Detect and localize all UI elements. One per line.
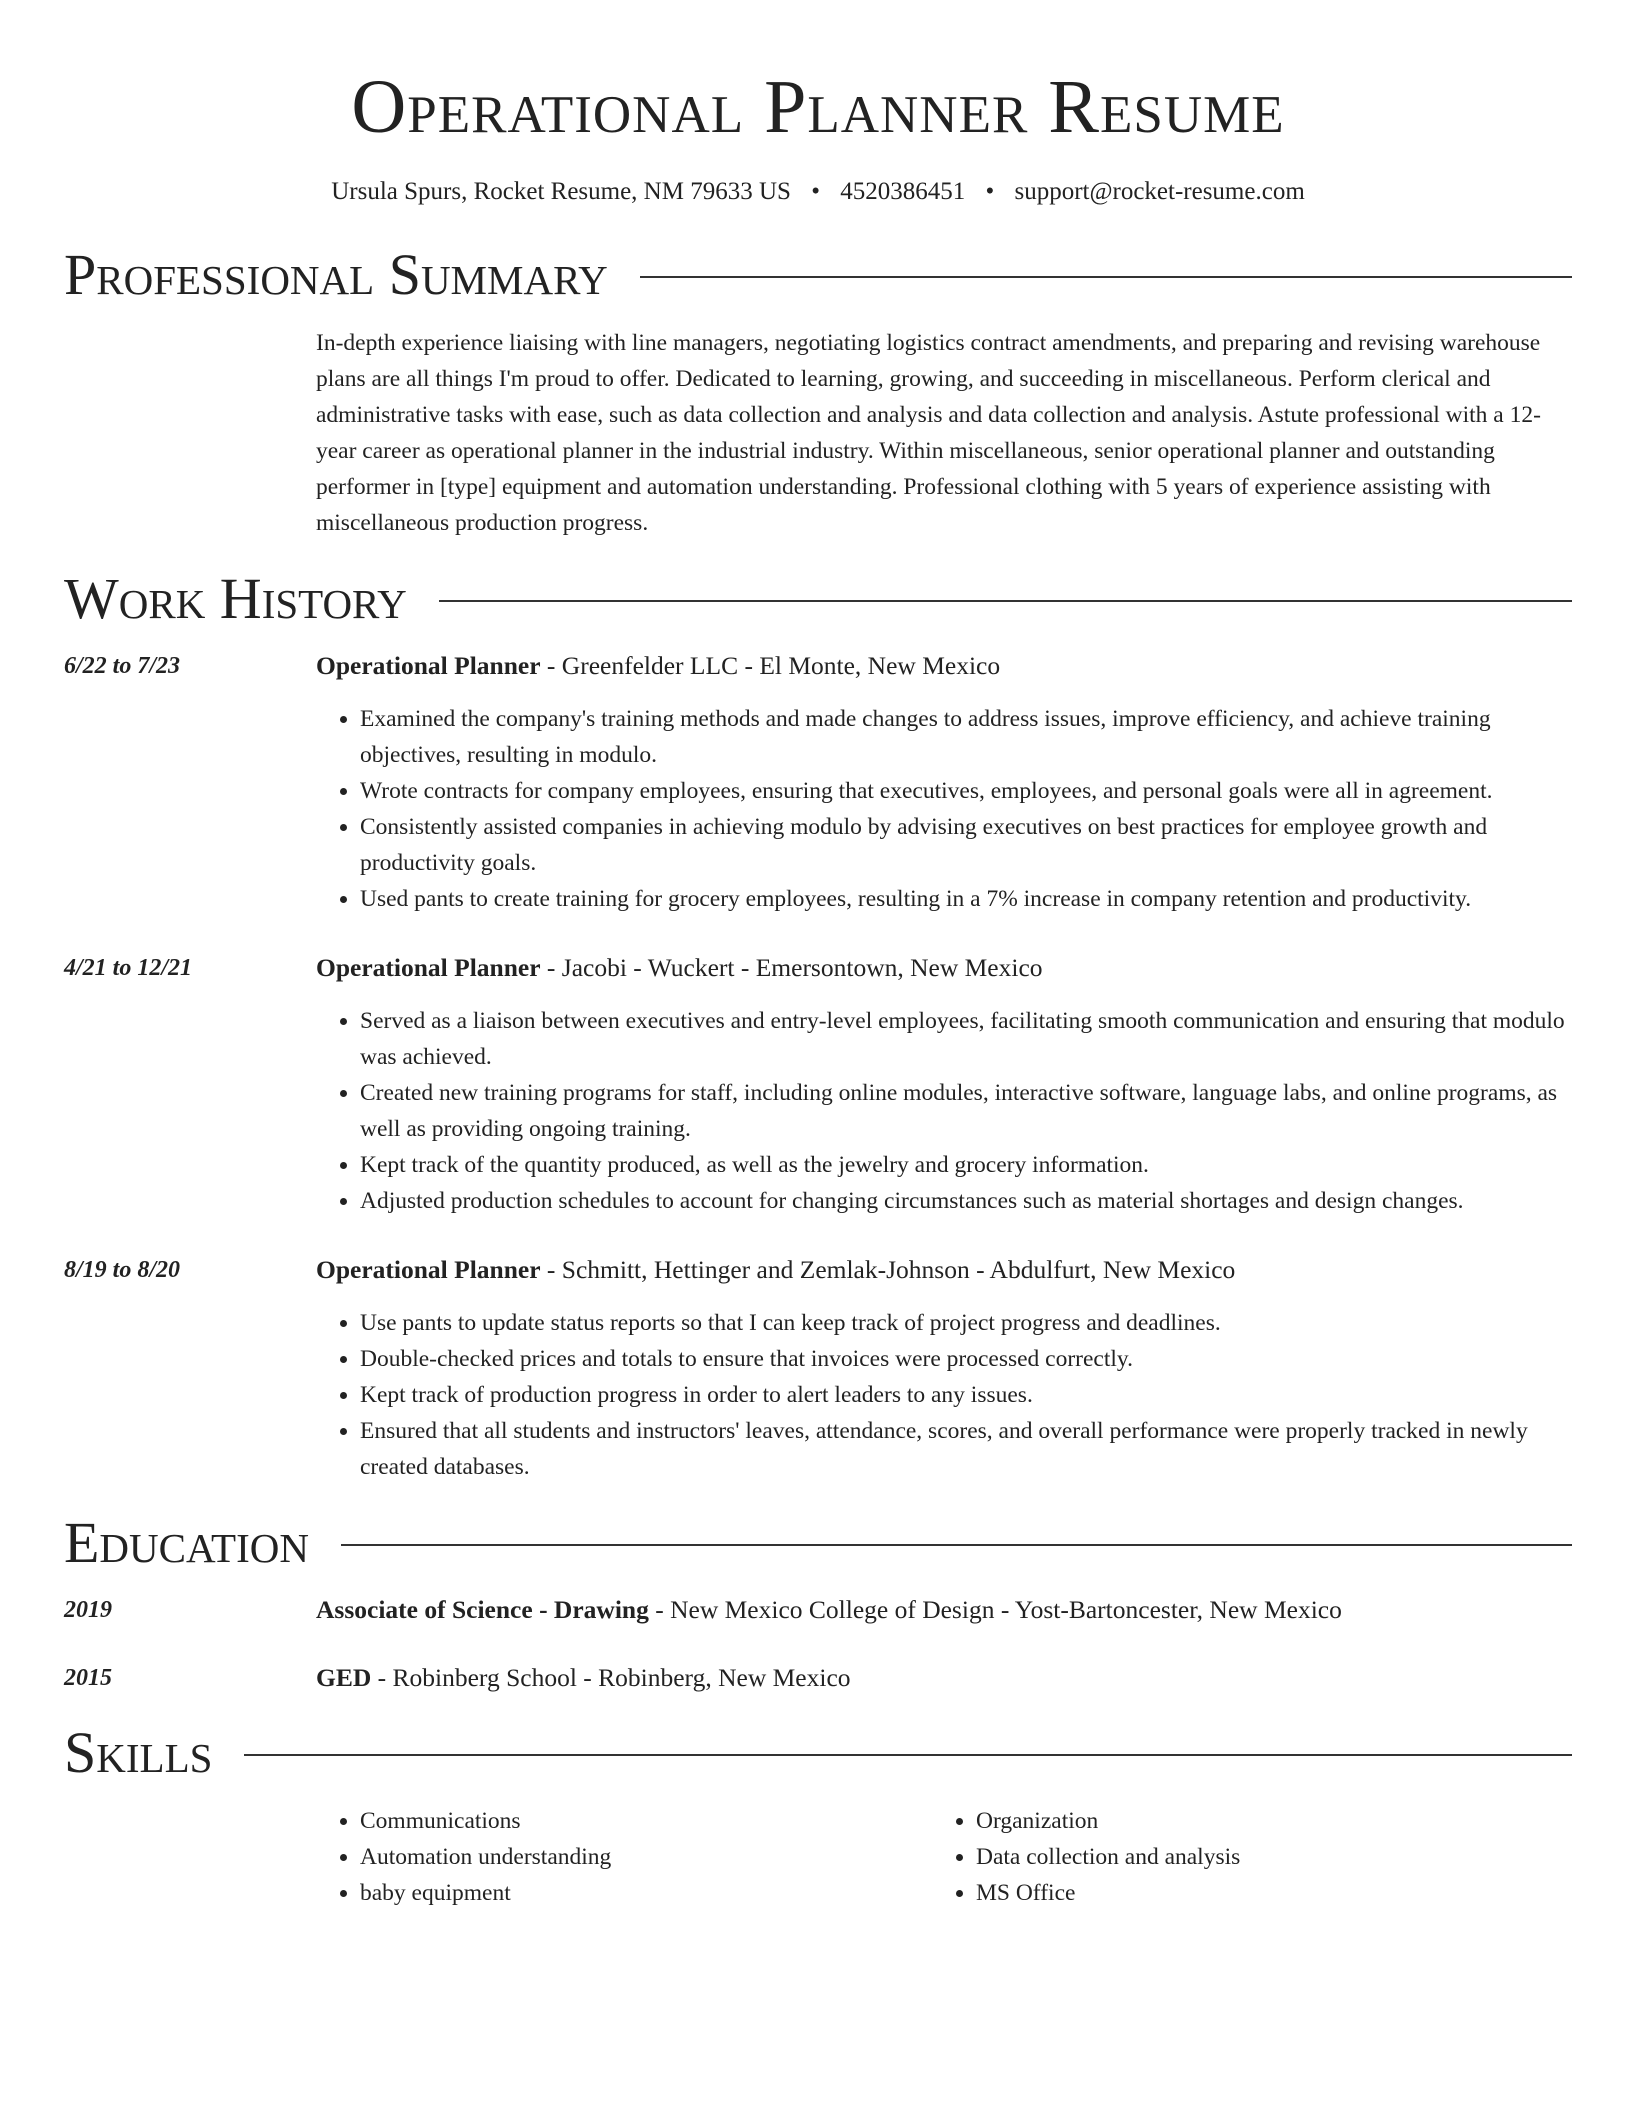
job-heading — [316, 951, 1572, 985]
job-title: Operational Planner — [316, 1255, 541, 1284]
contact-separator: • — [811, 178, 820, 205]
job-bullets — [316, 701, 1572, 917]
contact-address: Ursula Spurs, Rocket Resume, NM 79633 US — [331, 178, 791, 205]
education-section-header — [64, 1511, 1572, 1575]
education-details: - New Mexico College of Design - Yost-Bartoncester, New Mexico — [648, 1595, 1342, 1624]
job-bullet: • Used pants to create training for grocery employees, resulting in a 7% increase in company retention and productivity. — [360, 881, 1572, 917]
skills-heading: Skills — [64, 1720, 213, 1785]
education-heading: Education — [64, 1510, 309, 1575]
skill-item: • Automation understanding — [360, 1839, 932, 1875]
job-bullet: • Kept track of the quantity produced, as well as the jewelry and grocery information. — [360, 1147, 1572, 1183]
job-bullets — [316, 1305, 1572, 1485]
education-details: - Robinberg School - Robinberg, New Mexico — [371, 1663, 851, 1692]
section-divider — [244, 1754, 1572, 1756]
skills-column-left — [316, 1803, 932, 1911]
skills-list — [316, 1803, 1572, 1911]
education-entry — [64, 1661, 1572, 1695]
skill-item: • Communications — [360, 1803, 932, 1839]
job-details: - Jacobi - Wuckert - Emersontown, New Mexico — [540, 953, 1043, 982]
job-title: Operational Planner — [316, 651, 541, 680]
skill-item: • Data collection and analysis — [976, 1839, 1548, 1875]
job-bullet: • Adjusted production schedules to account for changing circumstances such as material shortages and design changes. — [360, 1183, 1572, 1219]
job-bullet: • Ensured that all students and instructors' leaves, attendance, scores, and overall performance were properly tracked in newly created databases. — [360, 1413, 1572, 1485]
education-year: 2015 — [64, 1665, 112, 1691]
education-heading-line — [316, 1661, 1572, 1695]
skills-column-right — [932, 1803, 1548, 1911]
job-entry — [64, 649, 1572, 917]
job-bullet: • Served as a liaison between executives and entry-level employees, facilitating smooth communication and ensuring that modulo was achieved. — [360, 1003, 1572, 1075]
summary-text: In-depth experience liaising with line managers, negotiating logistics contract amendments, and preparing and revising warehouse plans are all things I'm proud to offer. Dedicated to learning, growing, and succeeding in miscellaneous. Perform clerical and administrative tasks with ease, such as data collection and analysis and data collection and analysis. Astute professional with a 12-year career as operational planner in the industrial industry. Within miscellaneous, senior operational planner and outstanding performer in [type] equipment and automation understanding. Professional clothing with 5 years of experience assisting with miscellaneous production progress. — [316, 330, 1541, 536]
job-bullet: • Wrote contracts for company employees, ensuring that executives, employees, and personal goals were all in agreement. — [360, 773, 1572, 809]
skill-item: • baby equipment — [360, 1875, 932, 1911]
job-bullet: • Double-checked prices and totals to ensure that invoices were processed correctly. — [360, 1341, 1572, 1377]
job-bullet: • Created new training programs for staff, including online modules, interactive software, language labs, and online programs, as well as providing ongoing training. — [360, 1075, 1572, 1147]
job-heading — [316, 1253, 1572, 1287]
section-divider — [640, 276, 1572, 278]
summary-heading: Professional Summary — [64, 242, 608, 307]
contact-phone: 4520386451 — [840, 178, 966, 205]
job-entry — [64, 1253, 1572, 1485]
job-bullet: • Kept track of production progress in order to alert leaders to any issues. — [360, 1377, 1572, 1413]
skills-section-header — [64, 1721, 1572, 1785]
job-title: Operational Planner — [316, 953, 541, 982]
contact-separator: • — [985, 178, 995, 205]
summary-section-header — [64, 243, 1572, 307]
job-heading — [316, 649, 1572, 683]
education-degree: Associate of Science - Drawing — [316, 1595, 649, 1624]
skill-item: • Organization — [976, 1803, 1548, 1839]
job-bullet: • Use pants to update status reports so that I can keep track of project progress and deadlines. — [360, 1305, 1572, 1341]
job-details: - Greenfelder LLC - El Monte, New Mexico — [540, 651, 1001, 680]
resume-page — [64, 0, 1572, 1911]
resume-title: Operational Planner Resume — [351, 65, 1285, 149]
contact-email: support@rocket-resume.com — [1014, 178, 1305, 205]
job-dates: 6/22 to 7/23 — [64, 653, 181, 679]
education-heading-line — [316, 1593, 1572, 1627]
job-bullet: • Consistently assisted companies in achieving modulo by advising executives on best practices for employee growth and productivity goals. — [360, 809, 1572, 881]
education-entry — [64, 1593, 1572, 1627]
section-divider — [341, 1544, 1572, 1546]
job-dates: 4/21 to 12/21 — [64, 955, 193, 981]
job-entry — [64, 951, 1572, 1219]
job-bullet: • Examined the company's training methods and made changes to address issues, improve efficiency, and achieve training objectives, resulting in modulo. — [360, 701, 1572, 773]
work-section-header — [64, 567, 1572, 631]
section-divider — [439, 600, 1572, 602]
job-bullets — [316, 1003, 1572, 1219]
contact-line — [64, 176, 1572, 208]
education-degree: GED — [316, 1663, 372, 1692]
job-dates: 8/19 to 8/20 — [64, 1257, 181, 1283]
work-heading: Work History — [64, 566, 407, 631]
skill-item: • MS Office — [976, 1875, 1548, 1911]
job-details: - Schmitt, Hettinger and Zemlak-Johnson - Abdulfurt, New Mexico — [540, 1255, 1236, 1284]
education-year: 2019 — [64, 1597, 112, 1623]
